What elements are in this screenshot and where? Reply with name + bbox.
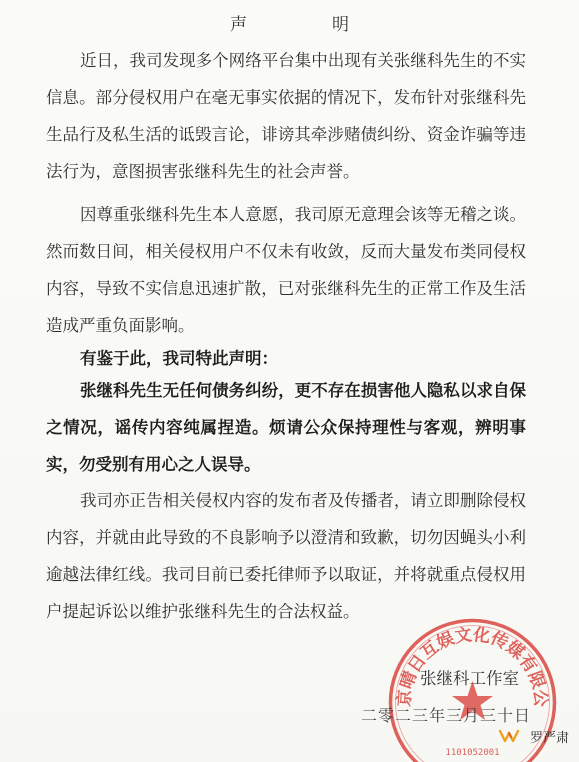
paragraph-5: 我司亦正告相关侵权内容的发布者及传播者，请立即删除侵权内容，并就由此导致的不良影响予以澄清和致歉，切勿因蝇头小利逾越法律红线。我司目前已委托律师予以取证，并将就重点侵权用户提起诉讼以维护张继科先生的合法权益。 <box>46 491 526 621</box>
paragraph-1: 近日，我司发现多个网络平台集中出现有关张继科先生的不实信息。部分侵权用户在毫无事实依据的情况下，发布针对张继科先生品行及私生活的诋毁言论，诽谤其牵涉赌债纠纷、资金诈骗等违法行为，意图损害张继科先生的社会声誉。 <box>46 51 526 181</box>
document-title: 声 明 <box>230 15 383 35</box>
paragraph-3-heading: 有鉴于此，我司特此声明： <box>80 349 278 368</box>
paragraph-2: 因尊重张继科先生本人意愿，我司原无意理会该等无稽之谈。然而数日间，相关侵权用户不仅未有收敛，反而大量发布类同侵权内容，导致不实信息迅速扩散，已对张继科先生的正常工作及生活造成严重负面影响。 <box>46 205 526 335</box>
watermark-label: 罗严肃 <box>529 730 569 746</box>
svg-text:北京晴日互娱文化传媒有限公司: 京晴日互娱文化传媒有限公 <box>394 625 551 708</box>
paragraph-4-statement: 张继科先生无任何债务纠纷，更不存在损害他人隐私以求自保之情况，谣传内容纯属捏造。烦请公众保持理性与客观，辨明事实，勿受别有用心之人误导。 <box>46 381 526 474</box>
signature-name: 张继科工作室 <box>420 669 519 688</box>
svg-text:1101052001: 1101052001 <box>445 748 500 758</box>
wechat-channel-icon <box>498 725 524 747</box>
signature-date: 二零二三年三月三十日 <box>360 706 531 725</box>
source-watermark <box>498 725 569 747</box>
